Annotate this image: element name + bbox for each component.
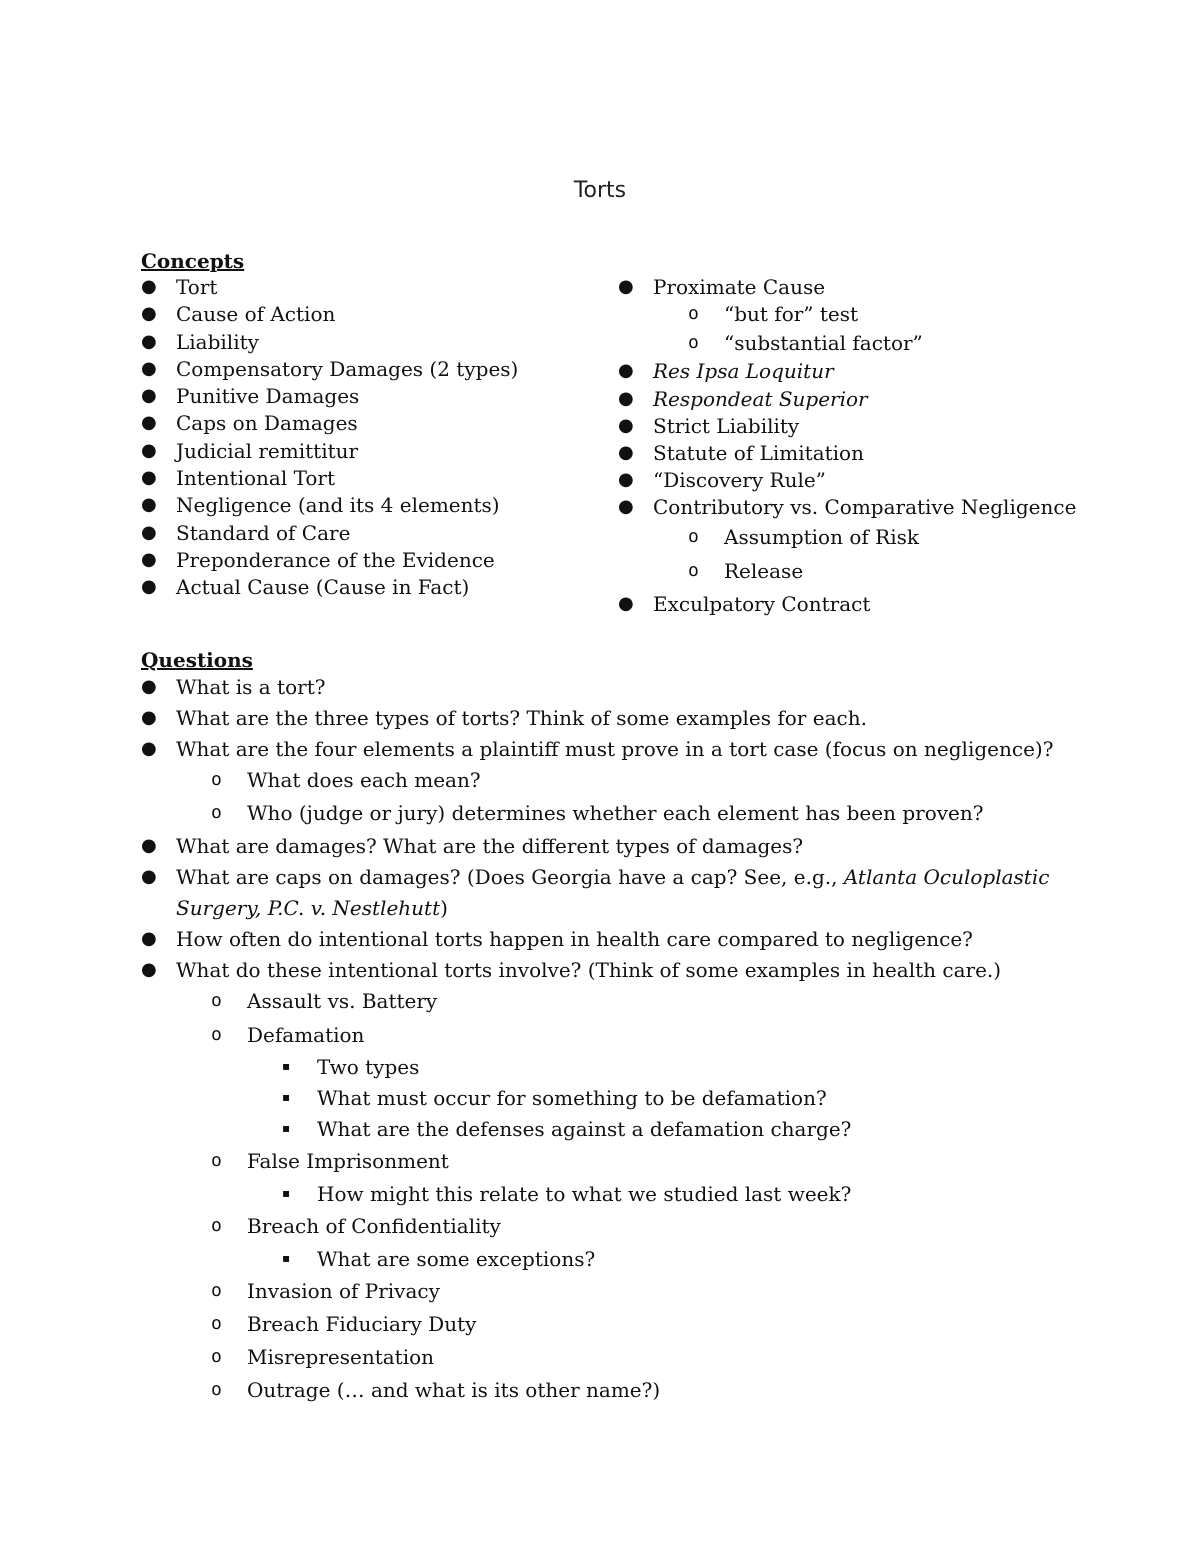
list-item: ● Negligence (and its 4 elements) [141,493,500,518]
list-item: ● Compensatory Damages (2 types) [141,356,519,381]
bullet-icon: ● [141,738,157,759]
bullet-icon: ● [141,276,157,297]
bullet-icon: ● [618,360,634,381]
circle-bullet-icon: o [211,802,222,823]
list-item: ● Preponderance of the Evidence [141,547,495,572]
bullet-icon: ● [618,415,634,436]
list-item: o False Imprisonment [211,1149,449,1173]
list-item: ● Contributory vs. Comparative Negligence [618,495,1077,519]
list-item: o Defamation [211,1023,365,1047]
circle-bullet-icon: o [211,1024,222,1045]
list-item: ▪ How might this relate to what we studied last week? [282,1182,852,1206]
list-item: ● Tort [141,275,218,299]
bullet-icon: ● [618,276,634,297]
list-item: ● Standard of Care [141,520,351,545]
list-item: ▪ What are some exceptions? [282,1247,596,1271]
bullet-icon: ● [141,385,157,407]
circle-bullet-icon: o [688,303,699,324]
bullet-icon: ● [141,521,157,543]
list-item: o “substantial factor” [688,331,923,355]
concepts-right-list [618,276,1138,620]
list-item: o Breach Fiduciary Duty [211,1312,477,1336]
bullet-icon: ● [141,676,157,697]
square-bullet-icon: ▪ [282,1251,291,1265]
list-item: o Release [688,559,804,583]
list-item: ● Actual Cause (Cause in Fact) [141,575,470,600]
circle-bullet-icon: o [211,1346,222,1367]
circle-bullet-icon: o [211,990,222,1011]
list-item: ● What are caps on damages? (Does Georgia have a cap? See, e.g., Atlanta Oculoplastic Surgery, P.C. v. Nestlehutt) [141,865,1050,920]
circle-bullet-icon: o [211,1379,222,1400]
list-item: ● Judicial remittitur [141,438,359,463]
bullet-icon: ● [141,576,157,598]
bullet-icon: ● [618,469,634,490]
circle-bullet-icon: o [688,526,699,547]
list-item: ● Caps on Damages [141,411,358,436]
questions-list [141,676,1141,1412]
list-item: ● Intentional Tort [141,466,335,491]
circle-bullet-icon: o [211,1215,222,1236]
bullet-icon: ● [618,388,634,409]
square-bullet-icon: ▪ [282,1059,291,1073]
list-item: ● Punitive Damages [141,384,360,409]
circle-bullet-icon: o [688,560,699,581]
list-item: ● Exculpatory Contract [618,592,871,616]
square-bullet-icon: ▪ [282,1090,291,1104]
list-item: ● Proximate Cause [618,275,826,299]
list-item: ● How often do intentional torts happen in health care compared to negligence? [141,927,973,951]
list-item: o Breach of Confidentiality [211,1214,501,1238]
list-item: o Invasion of Privacy [211,1279,440,1303]
list-item: o Who (judge or jury) determines whether each element has been proven? [211,801,984,825]
list-item: ▪ Two types [282,1055,420,1079]
bullet-icon: ● [141,959,157,980]
bullet-icon: ● [141,707,157,728]
circle-bullet-icon: o [211,769,222,790]
list-item: o “but for” test [688,302,859,326]
list-item: ● Cause of Action [141,302,336,327]
case-citation: Atlanta Oculoplastic Surgery, P.C. v. Nestlehutt [176,865,1050,920]
list-item: ● What do these intentional torts involve? (Think of some examples in health care.) [141,958,1002,982]
list-item: ● Liability [141,329,259,354]
bullet-icon: ● [141,835,157,856]
list-item: o Assumption of Risk [688,525,919,549]
list-item: ● What are damages? What are the different types of damages? [141,834,804,858]
bullet-icon: ● [141,330,157,352]
bullet-icon: ● [141,494,157,516]
bullet-icon: ● [141,928,157,949]
concepts-heading: Concepts [141,249,245,273]
concepts-left-list [141,276,581,604]
circle-bullet-icon: o [211,1280,222,1301]
bullet-icon: ● [141,548,157,570]
list-item: ● Res Ipsa Loquitur [618,359,834,383]
circle-bullet-icon: o [211,1150,222,1171]
square-bullet-icon: ▪ [282,1121,291,1135]
square-bullet-icon: ▪ [282,1186,291,1200]
list-item: ● What are the four elements a plaintiff must prove in a tort case (focus on negligence)? [141,737,1054,761]
list-item: ▪ What are the defenses against a defamation charge? [282,1117,852,1141]
bullet-icon: ● [141,866,157,887]
bullet-icon: ● [141,467,157,489]
list-item: o Misrepresentation [211,1345,435,1369]
list-item: o What does each mean? [211,768,481,792]
bullet-icon: ● [618,496,634,517]
list-item: ● Strict Liability [618,414,800,438]
list-item: ● “Discovery Rule” [618,468,826,492]
list-item: ● What is a tort? [141,675,326,699]
bullet-icon: ● [141,357,157,379]
document-title: Torts [573,178,627,203]
list-item: ● Respondeat Superior [618,387,868,411]
circle-bullet-icon: o [688,332,699,353]
circle-bullet-icon: o [211,1313,222,1334]
list-item: ▪ What must occur for something to be defamation? [282,1086,827,1110]
list-item: ● Statute of Limitation [618,441,864,465]
bullet-icon: ● [618,442,634,463]
bullet-icon: ● [618,593,634,614]
bullet-icon: ● [141,303,157,325]
questions-heading: Questions [141,648,253,672]
list-item: ● What are the three types of torts? Think of some examples for each. [141,706,867,730]
bullet-icon: ● [141,412,157,434]
list-item: o Outrage (… and what is its other name?) [211,1378,661,1402]
bullet-icon: ● [141,439,157,461]
list-item: o Assault vs. Battery [211,989,438,1013]
